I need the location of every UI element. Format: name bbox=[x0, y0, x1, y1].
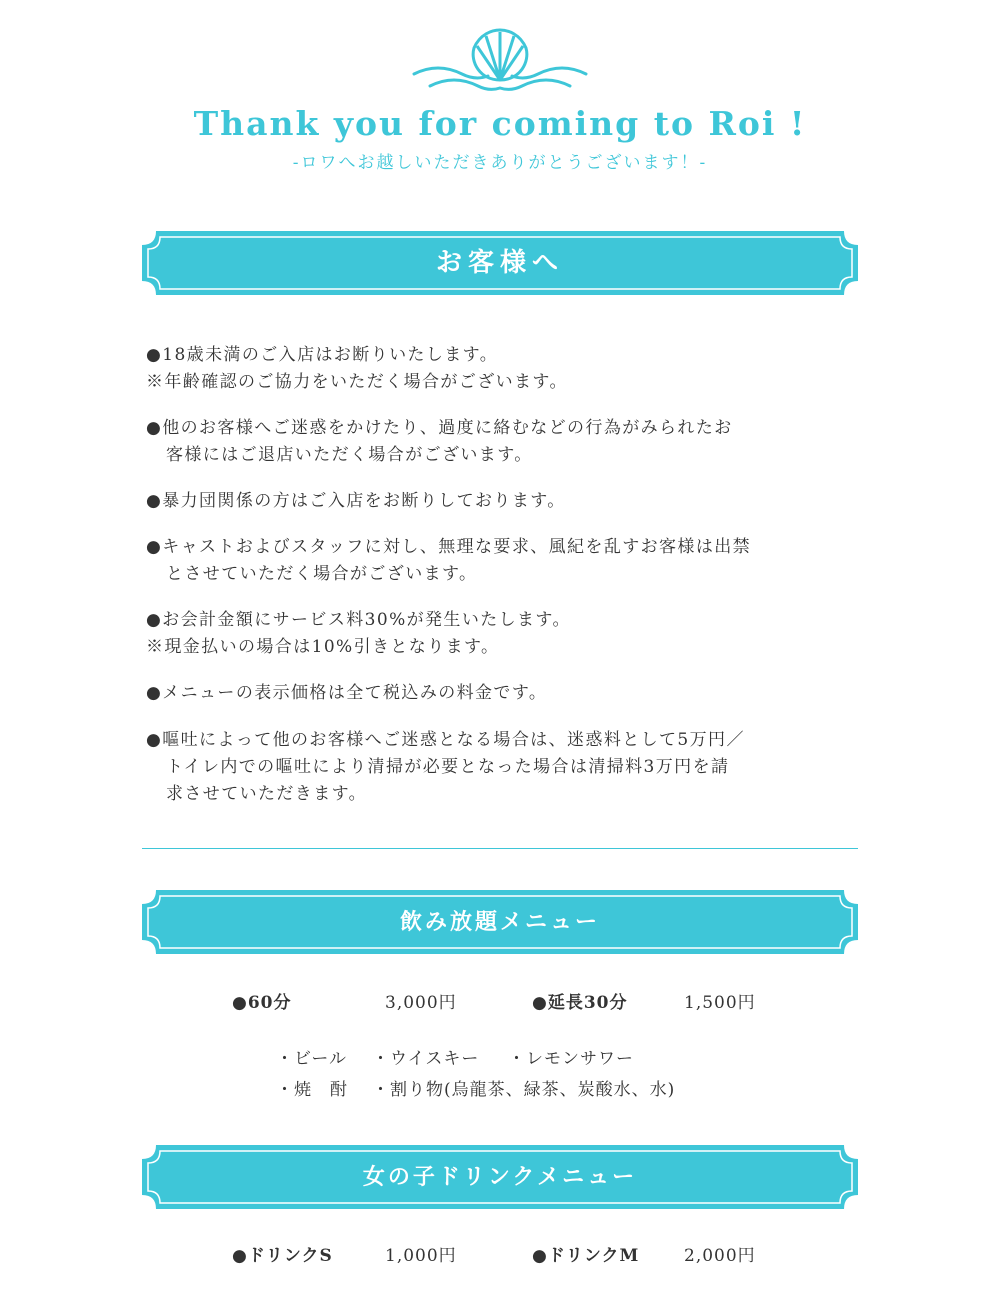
notice-item-6 bbox=[146, 680, 866, 707]
divider bbox=[142, 848, 858, 849]
drink-label: ●ドリンクS bbox=[232, 1246, 333, 1266]
drink-price: 2,000円 bbox=[684, 1246, 756, 1266]
notice-item-5 bbox=[146, 607, 866, 661]
notice-line: トイレ内での嘔吐により清掃が必要となった場合は清掃料3万円を請 bbox=[166, 757, 730, 777]
notice-banner bbox=[142, 231, 858, 295]
notice-line: 求させていただきます。 bbox=[166, 784, 368, 804]
page-subtitle: -ロワへお越しいただきありがとうございます！- bbox=[292, 153, 708, 173]
drink-label: ●ドリンクM bbox=[532, 1246, 640, 1266]
shell-wave-icon bbox=[410, 22, 590, 97]
notice-item-2 bbox=[146, 415, 866, 469]
plan-label: ●60分 bbox=[232, 993, 292, 1013]
plan-price: 3,000円 bbox=[385, 993, 457, 1013]
drink-item: ・レモンサワー bbox=[508, 1049, 634, 1069]
drink-item: ・焼 酎 bbox=[276, 1080, 348, 1100]
notice-line: ●キャストおよびスタッフに対し、無理な要求、風紀を乱すお客様は出禁 bbox=[146, 537, 752, 557]
notice-line: ●嘔吐によって他のお客様へご迷惑となる場合は、迷惑料として5万円／ bbox=[146, 730, 745, 750]
plan-price: 1,500円 bbox=[684, 993, 756, 1013]
notice-line: 客様にはご退店いただく場合がございます。 bbox=[166, 445, 533, 465]
notice-item-3 bbox=[146, 488, 866, 515]
notice-line: ●メニューの表示価格は全て税込みの料金です。 bbox=[146, 683, 548, 703]
page-title: Thank you for coming to Roi ! bbox=[193, 104, 807, 143]
notice-line: ●お会計金額にサービス料30%が発生いたします。 bbox=[146, 610, 571, 630]
notice-line: ※年齢確認のご協力をいただく場合がございます。 bbox=[146, 372, 568, 392]
notice-heading: お客様へ bbox=[435, 248, 564, 278]
notice-line: ●暴力団関係の方はご入店をお断りしております。 bbox=[146, 491, 566, 511]
girls-drink-banner bbox=[142, 1145, 858, 1209]
drink-item: ・ウイスキー bbox=[372, 1049, 480, 1069]
nomihoudai-banner bbox=[142, 890, 858, 954]
notice-item-1 bbox=[146, 342, 866, 396]
drink-item: ・ビール bbox=[276, 1049, 347, 1069]
notice-line: ※現金払いの場合は10%引きとなります。 bbox=[146, 637, 500, 657]
notice-line: ●他のお客様へご迷惑をかけたり、過度に絡むなどの行為がみられたお bbox=[146, 418, 733, 438]
notice-line: とさせていただく場合がございます。 bbox=[166, 564, 478, 584]
drink-item: ・割り物(烏龍茶、緑茶、炭酸水、水) bbox=[372, 1080, 676, 1100]
notice-item-7 bbox=[146, 727, 866, 808]
plan-label: ●延長30分 bbox=[532, 993, 628, 1013]
girls-drink-heading: 女の子ドリンクメニュー bbox=[362, 1164, 638, 1190]
notice-item-4 bbox=[146, 534, 866, 588]
nomihoudai-heading: 飲み放題メニュー bbox=[399, 909, 600, 935]
drink-price: 1,000円 bbox=[385, 1246, 457, 1266]
notice-line: ●18歳未満のご入店はお断りいたします。 bbox=[146, 345, 499, 365]
